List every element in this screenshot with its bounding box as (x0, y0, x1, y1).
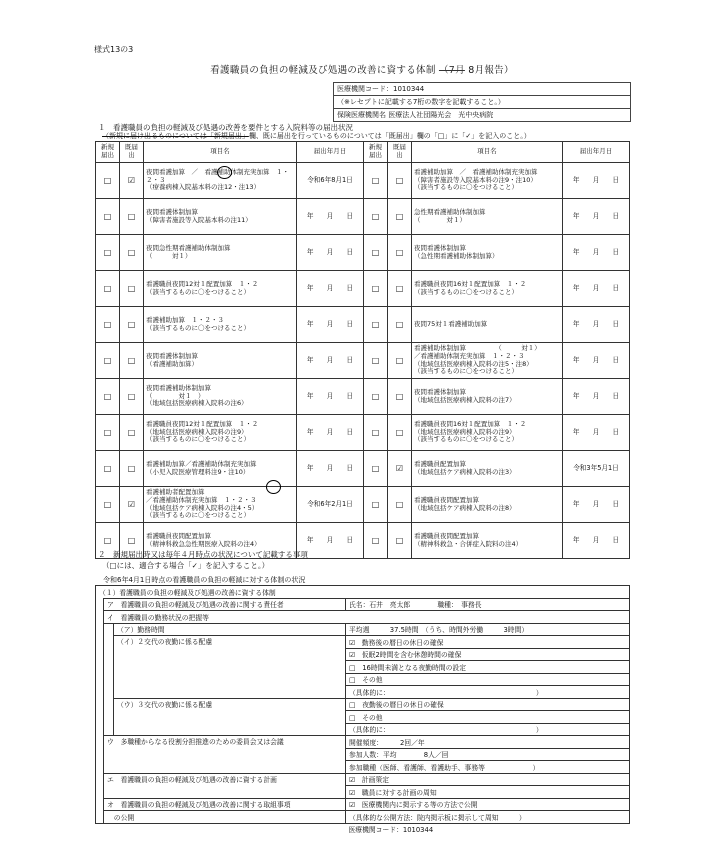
checkbox-new[interactable]: □ (364, 163, 388, 199)
filing-date: 年 月 日 (563, 307, 630, 343)
row-ic-label: （ウ）３交代の夜勤に係る配慮 (114, 698, 346, 736)
selection-circle (266, 480, 281, 494)
section1-note: （新規に届け出るものについては「新規届出」欄、既に届出を行っているものについては「既届出」欄の「□」に「✓」を記入のこと。） (102, 132, 531, 140)
checkbox-existing[interactable]: □ (388, 343, 412, 379)
checkbox-new[interactable]: □ (96, 487, 120, 523)
header-item: 項目名 (144, 142, 297, 163)
info-table (333, 82, 631, 122)
checkbox-new[interactable]: □ (96, 235, 120, 271)
checkbox-existing[interactable]: □ (120, 235, 144, 271)
row-a-value: 氏名：石井 亮太郎 職種： 事務長 (346, 598, 630, 611)
filing-date: 年 月 日 (563, 235, 630, 271)
medical-code: 医療機関コード：1010344 (334, 83, 631, 96)
title-struck-month: （7月 (438, 65, 465, 76)
checkbox-existing[interactable]: □ (388, 271, 412, 307)
header-new: 新規届出 (364, 142, 388, 163)
filing-date: 年 月 日 (563, 163, 630, 199)
filing-date: 年 月 日 (297, 235, 364, 271)
filing-date: 年 月 日 (563, 343, 630, 379)
checkbox-new[interactable]: □ (364, 343, 388, 379)
checkbox-new[interactable]: □ (364, 379, 388, 415)
header-date: 届出年月日 (563, 142, 630, 163)
table-row (96, 451, 630, 487)
table-row (96, 379, 630, 415)
header-new: 新規届出 (96, 142, 120, 163)
checkbox-existing[interactable]: □ (120, 343, 144, 379)
checkbox-new[interactable]: □ (96, 307, 120, 343)
checkbox-existing[interactable]: □ (388, 199, 412, 235)
filing-date: 年 月 日 (563, 487, 630, 523)
item-name: 看護職員夜間配置加算 （地域包括ケア病棟入院料の注8） (412, 487, 563, 523)
item-name: 夜間看護体制加算 （障害者施設等入院基本料の注11） (144, 199, 297, 235)
header-item: 項目名 (412, 142, 563, 163)
item-name: 看護補助体制加算 （ 対１） ／看護補助体制充実加算 １・２・３ （地域包括医療病棟入院料の注5・注8） （該当するものに〇をつけること） (412, 343, 563, 379)
filing-date: 年 月 日 (297, 199, 364, 235)
checkbox-existing[interactable]: ☑ (120, 487, 144, 523)
filing-date: 年 月 日 (563, 379, 630, 415)
header-existing: 既届出 (388, 142, 412, 163)
checkbox-existing[interactable]: ☑ (388, 451, 412, 487)
structure-table: （１）看護職員の負担の軽減及び処遇の改善に資する体制 ア 看護職員の負担の軽減及び処遇の改善に関する責任者 氏名：石井 亮太郎 職種： 事務長 イ 看護職員の勤務状況の把握等 （ア）勤務時間 平均週 37.5時間 （うち、時間外労働 3時間） （イ）２交代の夜勤に係る配慮 ☑ 勤務後の暦日の休日の確保 ☑ 仮眠2時間を含む休憩時間の確保 □ 16時間未満となる夜勤時間の設定 □ その他 （具体的に： ） （ウ）３交代の夜勤に係る配慮 □ 夜勤後の暦日の休日の確保 □ その他 （具体的に： ） ウ 多職種からなる役割分担推進のための委員会又は会議 開催頻度： 2回／年 参加人数：平均 8人／回 参加職種（医師、看護師、看護助手、事務等 ） エ 看護職員の負担の軽減及び処遇の改善に資する計画 ☑ 計画策定 ☑ 職員に対する計画の周知 オ 看護職員の負担の軽減及び処遇の改善に関する取組事項 ☑ 医療機関内に掲示する等の方法で公開 の公開 （具体的な公開方法：院内掲示板に掲示して周知 ） 医療機関コード：1010344 (95, 585, 630, 835)
code-note: （※レセプトに記載する7桁の数字を記載すること。） (334, 96, 631, 109)
filing-date: 令和3年5月1日 (563, 451, 630, 487)
item-name: 夜間看護加算 ／ 看護補助体制充実加算 １・２・３ （療養病棟入院基本料の注12・注13） (144, 163, 297, 199)
filing-date: 年 月 日 (297, 379, 364, 415)
checkbox-existing[interactable]: □ (120, 379, 144, 415)
item-name: 看護職員夜間配置加算 （精神科救急・合併症入院料の注4） (412, 523, 563, 559)
checkbox-existing[interactable]: □ (388, 163, 412, 199)
item-name: 看護職員夜間16対１配置加算 １・２ （該当するものに〇をつけること） (412, 271, 563, 307)
row-e-label: エ 看護職員の負担の軽減及び処遇の改善に資する計画 (104, 773, 346, 798)
row-u-label: ウ 多職種からなる役割分担推進のための委員会又は会議 (104, 736, 346, 774)
item-name: 看護補助者配置加算 ／看護補助体制充実加算 １・２・３ （地域包括ケア病棟入院料の注4・5） （該当するものに〇をつけること） (144, 487, 297, 523)
checkbox-new[interactable]: □ (96, 523, 120, 559)
table-row (96, 235, 630, 271)
item-name: 夜間急性期看護補助体制加算 （ 対１） (144, 235, 297, 271)
item-name: 看護補助加算 ／ 看護補助体制充実加算 （障害者施設等入院基本料の注9・注10） （該当するものに〇をつけること） (412, 163, 563, 199)
checkbox-new[interactable]: □ (364, 415, 388, 451)
table-row (96, 199, 630, 235)
item-name: 夜間看護体制加算 （地域包括医療病棟入院料の注7） (412, 379, 563, 415)
checkbox-existing[interactable]: ☑ (120, 163, 144, 199)
checkbox-existing[interactable]: □ (120, 307, 144, 343)
checkbox-new[interactable]: □ (96, 271, 120, 307)
header-date: 届出年月日 (297, 142, 364, 163)
footer-code: 医療機関コード：1010344 (348, 826, 434, 835)
checkbox-new[interactable]: □ (96, 451, 120, 487)
institution-name: 保険医療機関名 医療法人社団陽光会 光中央病院 (334, 109, 631, 122)
item-name: 看護職員夜間配置加算 （精神科救急急性期医療入院料の注4） (144, 523, 297, 559)
row-ia-label: （ア）勤務時間 (114, 623, 346, 636)
row-i-label: イ 看護職員の勤務状況の把握等 (104, 611, 630, 624)
filing-date: 年 月 日 (563, 415, 630, 451)
selection-circle (217, 166, 232, 179)
checkbox-new[interactable]: □ (96, 379, 120, 415)
filing-date: 年 月 日 (563, 199, 630, 235)
checkbox-new[interactable]: □ (96, 199, 120, 235)
checkbox-existing[interactable]: □ (120, 415, 144, 451)
item-name: 看護職員夜間12対１配置加算 １・２ （該当するものに〇をつけること） (144, 271, 297, 307)
work-hours: 平均週 37.5時間 （うち、時間外労働 3時間） (346, 623, 630, 636)
checkbox-new[interactable]: □ (96, 163, 120, 199)
checkbox-new[interactable]: □ (364, 487, 388, 523)
filing-date: 年 月 日 (297, 271, 364, 307)
table-row (96, 163, 630, 199)
filing-date: 令和6年2月1日 (297, 487, 364, 523)
table-row (96, 307, 630, 343)
form-number: 様式13の3 (94, 45, 134, 54)
checkbox-existing[interactable]: □ (120, 199, 144, 235)
filing-status-table (95, 141, 630, 559)
item-name: 夜間看護体制加算 （急性期看護補助体制加算） (412, 235, 563, 271)
checkbox-existing[interactable]: □ (120, 451, 144, 487)
table-row (96, 487, 630, 523)
section2-heading: ２ 新規届出時又は毎年４月時点の状況について記載する事項 (98, 550, 308, 559)
row-a-label: ア 看護職員の負担の軽減及び処遇の改善に関する責任者 (104, 598, 346, 611)
checkbox-existing[interactable]: □ (388, 523, 412, 559)
filing-date: 年 月 日 (297, 451, 364, 487)
checkbox-new[interactable]: □ (96, 343, 120, 379)
checkbox-existing[interactable]: □ (120, 523, 144, 559)
filing-date: 年 月 日 (297, 415, 364, 451)
checkbox-existing[interactable]: □ (120, 271, 144, 307)
item-name: 看護職員夜間16対１配置加算 １・２ （地域包括医療病棟入院料の注9） （該当するものに〇をつけること） (412, 415, 563, 451)
checkbox-existing[interactable]: □ (388, 487, 412, 523)
row-o-label: オ 看護職員の負担の軽減及び処遇の改善に関する取組事項 (104, 798, 346, 811)
checkbox-existing[interactable]: □ (388, 235, 412, 271)
filing-date: 年 月 日 (297, 307, 364, 343)
item-name: 看護職員夜間12対１配置加算 １・２ （地域包括医療病棟入院料の注9） （該当するものに〇をつけること） (144, 415, 297, 451)
header-existing: 既届出 (120, 142, 144, 163)
table-row (96, 343, 630, 379)
table-row (96, 271, 630, 307)
item-name: 看護職員配置加算 （地域包括ケア病棟入院料の注3） (412, 451, 563, 487)
section2-note: （□には、適合する場合「✓」を記入すること。） (102, 561, 270, 570)
filing-date: 年 月 日 (297, 523, 364, 559)
checkbox-new[interactable]: □ (364, 523, 388, 559)
page-title: 看護職員の負担の軽減及び処遇の改善に資する体制 （7月 8月報告） (210, 65, 514, 76)
filing-date: 年 月 日 (563, 523, 630, 559)
item-name: 看護補助加算 １・２・３ （該当するものに〇をつけること） (144, 307, 297, 343)
checkbox-new[interactable]: □ (96, 415, 120, 451)
checkbox-new[interactable]: □ (364, 199, 388, 235)
item-name: 看護補助加算／看護補助体制充実加算 （小児入院医療管理料注9・注10） (144, 451, 297, 487)
item-name: 夜間看護補助体制加算 （ 対１ ） （地域包括医療病棟入院料の注6） (144, 379, 297, 415)
checkbox-new[interactable]: □ (364, 451, 388, 487)
filing-date: 令和6年8月1日 (297, 163, 364, 199)
checkbox-new[interactable]: □ (364, 307, 388, 343)
item-name: 夜間看護体制加算 （看護補助加算） (144, 343, 297, 379)
table-row (96, 415, 630, 451)
filing-date: 年 月 日 (297, 343, 364, 379)
checkbox-existing[interactable]: □ (388, 307, 412, 343)
item-name: 夜間75対１看護補助加算 (412, 307, 563, 343)
row-ib-label: （イ）２交代の夜勤に係る配慮 (114, 636, 346, 699)
checkbox-new[interactable]: □ (364, 271, 388, 307)
checkbox-existing[interactable]: □ (388, 415, 412, 451)
table-header (96, 142, 630, 163)
checkbox-new[interactable]: □ (364, 235, 388, 271)
filing-date: 年 月 日 (563, 271, 630, 307)
section2-subheading: 令和6年4月1日時点の看護職員の負担の軽減に対する体制の状況 (103, 576, 306, 584)
checkbox-existing[interactable]: □ (388, 379, 412, 415)
item-name: 急性期看護補助体制加算 （ 対１） (412, 199, 563, 235)
section1-heading: １ 看護職員の負担の軽減及び処遇の改善を要件とする入院料等の届出状況 (98, 123, 353, 132)
